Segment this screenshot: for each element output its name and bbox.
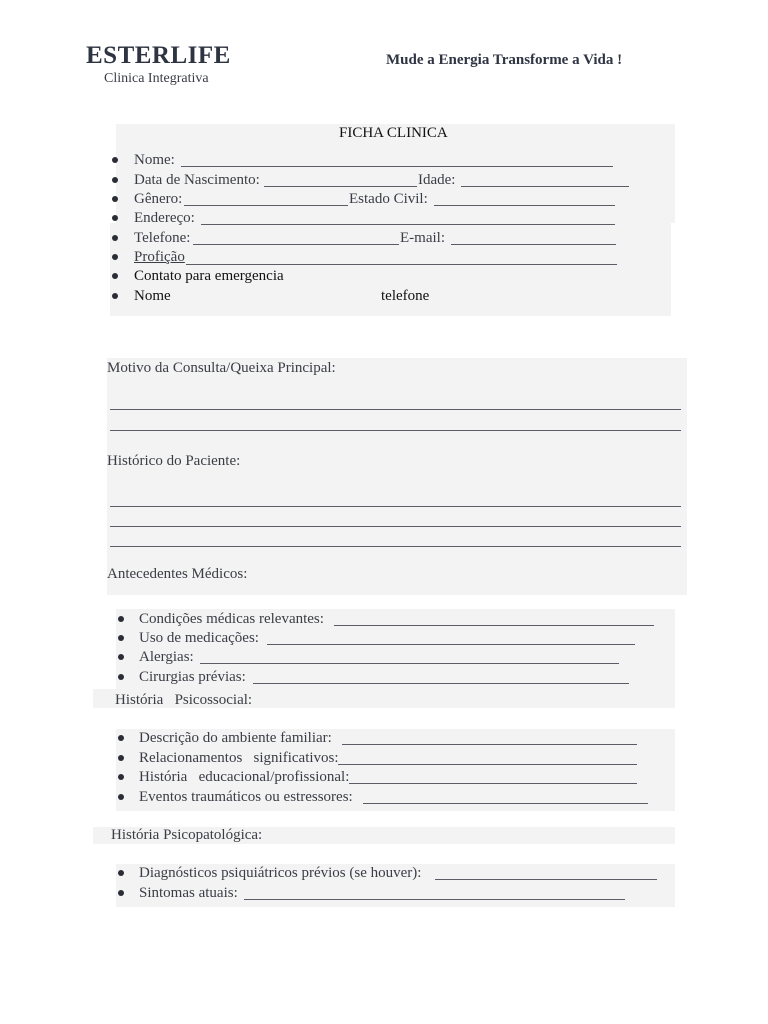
bullet [118,735,124,741]
motivo-line-1[interactable] [110,409,681,410]
bullet [118,654,124,660]
contato-telefone-label: telefone [381,288,430,304]
antecedentes-field-1[interactable] [334,625,654,626]
psicopatologica-item-2: Sintomas atuais: [139,885,238,901]
psicopatologica-field-2[interactable] [244,899,625,900]
bullet [112,235,118,241]
bullet [112,293,118,299]
psicossocial-field-4[interactable] [363,803,648,804]
bullet [118,755,124,761]
psicossocial-item-2: Relacionamentos significativos: [139,750,339,766]
endereco-field[interactable] [201,224,615,225]
contato-nome-label: Nome [134,288,171,304]
bullet [112,273,118,279]
idade-label: Idade: [418,172,456,188]
historico-line-2[interactable] [110,526,681,527]
psicossocial-field-2[interactable] [338,764,637,765]
data-nascimento-field[interactable] [264,186,417,187]
bullet [118,890,124,896]
bullet [118,674,124,680]
data-nascimento-label: Data de Nascimento: [134,172,260,188]
bullet [112,254,118,260]
antecedentes-item-4: Cirurgias prévias: [139,669,246,685]
psicossocial-item-1: Descrição do ambiente familiar: [139,730,332,746]
ficha-title: FICHA CLINICA [339,125,448,141]
brand-name: ESTERLIFE [86,42,231,69]
idade-field[interactable] [461,186,629,187]
antecedentes-field-4[interactable] [253,683,629,684]
contato-emergencia-label: Contato para emergencia [134,268,284,284]
nome-field[interactable] [181,166,613,167]
psicopatologica-label: História Psicopatológica: [111,827,263,843]
bullet [118,616,124,622]
historico-label: Histórico do Paciente: [107,453,241,469]
bullet [118,794,124,800]
historico-line-1[interactable] [110,506,681,507]
antecedentes-field-2[interactable] [267,644,635,645]
estado-civil-field[interactable] [434,205,615,206]
slogan: Mude a Energia Transforme a Vida ! [386,52,623,68]
telefone-label: Telefone: [134,230,191,246]
telefone-field[interactable] [193,244,399,245]
endereco-label: Endereço: [134,210,195,226]
historico-line-3[interactable] [110,546,681,547]
bullet [118,635,124,641]
email-field[interactable] [451,244,616,245]
psicossocial-field-1[interactable] [342,744,637,745]
psicossocial-field-3[interactable] [349,783,637,784]
proficao-label: Profição [134,249,185,265]
antecedentes-item-3: Alergias: [139,649,194,665]
bullet [112,177,118,183]
psicossocial-item-3: História educacional/profissional: [139,769,350,785]
motivo-label: Motivo da Consulta/Queixa Principal: [107,360,336,376]
motivo-line-2[interactable] [110,430,681,431]
anamnese-panel [107,358,687,595]
bullet [118,774,124,780]
psicossocial-item-4: Eventos traumáticos ou estressores: [139,789,353,805]
psicopatologica-field-1[interactable] [435,879,657,880]
bullet [112,215,118,221]
genero-label: Gênero: [134,191,183,207]
psicossocial-label: História Psicossocial: [115,692,253,708]
antecedentes-item-2: Uso de medicações: [139,630,259,646]
estado-civil-label: Estado Civil: [349,191,428,207]
antecedentes-item-1: Condições médicas relevantes: [139,611,324,627]
email-label: E-mail: [400,230,445,246]
bullet [118,870,124,876]
psicopatologica-item-1: Diagnósticos psiquiátricos prévios (se houver): [139,865,422,881]
brand-subtitle: Clinica Integrativa [104,71,209,86]
bullet [112,196,118,202]
proficao-field[interactable] [186,264,617,265]
nome-label: Nome: [134,152,175,168]
bullet [112,157,118,163]
antecedentes-field-3[interactable] [200,663,619,664]
antecedentes-label: Antecedentes Médicos: [107,566,248,582]
genero-field[interactable] [184,205,348,206]
